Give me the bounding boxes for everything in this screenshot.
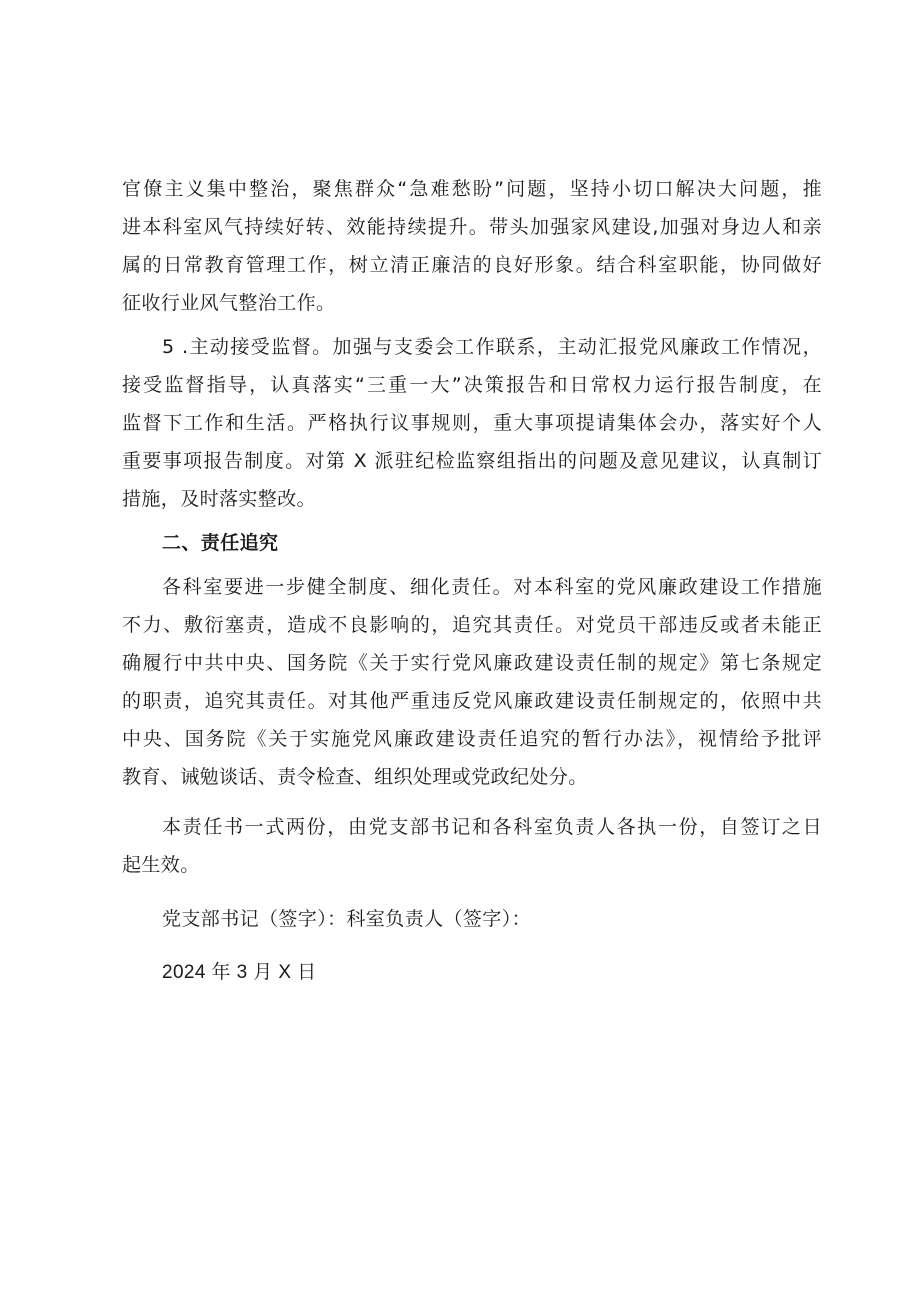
paragraph-line: 重要事项报告制度。对第 X 派驻纪检监察组指出的问题及意见建议，认真制订 (122, 450, 822, 472)
paragraph-line: 起生效。 (122, 854, 200, 876)
paragraph-line: 进本科室风气持续好转、效能持续提升。带头加强家风建设,加强对身边人和亲 (122, 216, 822, 238)
continued-paragraph (122, 170, 822, 322)
signature-line: 党支部书记（签字）：科室负责人（签字）： (162, 908, 532, 930)
paragraph-line: 官僚主义集中整治，聚焦群众“急难愁盼”问题，坚持小切口解决大问题，推 (122, 178, 822, 200)
paragraph-line: 确履行中共中央、国务院《关于实行党风廉政建设责任制的规定》第七条规定 (122, 652, 822, 674)
paragraph-line: 监督下工作和生活。严格执行议事规则，重大事项提请集体会办，落实好个人 (122, 412, 822, 434)
paragraph-line: 教育、诫勉谈话、责令检查、组织处理或党政纪处分。 (122, 766, 588, 788)
date-line: 2024 年 3 月 X 日 (162, 962, 317, 983)
paragraph-line: 不力、敷衍塞责，造成不良影响的，追究其责任。对党员干部违反或者未能正 (122, 614, 822, 636)
paragraph-line: 征收行业风气整治工作。 (122, 292, 336, 314)
paragraph-line: 属的日常教育管理工作，树立清正廉洁的良好形象。结合科室职能，协同做好 (122, 254, 822, 276)
document-body (122, 170, 822, 992)
paragraph-line: 中央、国务院《关于实施党风廉政建设责任追究的暂行办法》，视情给予批评 (122, 728, 822, 750)
paragraph-line: 本责任书一式两份，由党支部书记和各科室负责人各执一份，自签订之日 (162, 816, 822, 838)
paragraph-line: 措施，及时落实整改。 (122, 488, 317, 510)
closing-paragraph (122, 808, 822, 884)
paragraph-line: 接受监督指导，认真落实“三重一大”决策报告和日常权力运行报告制度，在 (122, 374, 822, 396)
item-5-paragraph (122, 328, 822, 518)
paragraph-line: 各科室要进一步健全制度、细化责任。对本科室的党风廉政建设工作措施 (162, 576, 822, 598)
paragraph-line: 5 .主动接受监督。加强与支委会工作联系，主动汇报党风廉政工作情况， (162, 336, 822, 358)
section-2-paragraph (122, 568, 822, 796)
paragraph-line: 的职责，追究其责任。对其他严重违反党风廉政建设责任制规定的，依照中共 (122, 690, 822, 712)
section-heading: 二、责任追究 (162, 532, 279, 554)
